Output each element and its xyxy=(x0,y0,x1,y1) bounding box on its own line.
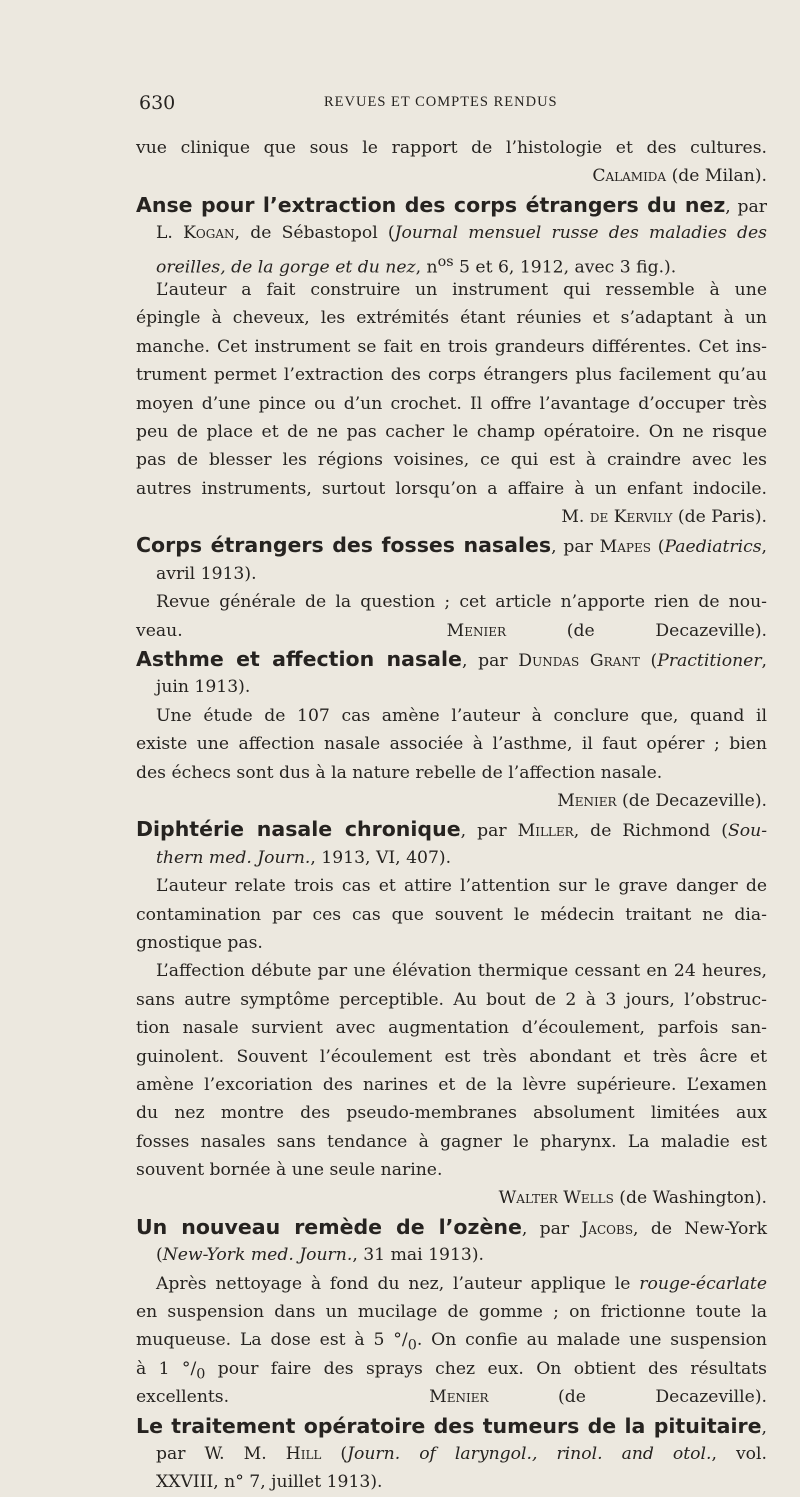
text-line: autres instruments, surtout lorsqu’on a affaire à un enfant indocile. xyxy=(136,478,767,499)
page-header xyxy=(139,92,765,118)
text-line: gnostique pas. xyxy=(136,932,263,953)
text-line: oreilles, de la gorge et du nez, $n^{os}$ 5 et 6, 1912, avec 3 fig.). xyxy=(156,253,677,278)
text-line: Après nettoyage à fond du nez, l’auteur applique le rouge-écarlate xyxy=(156,1273,767,1294)
text-line: contamination par ces cas que souvent le médecin traitant ne dia- xyxy=(136,904,767,925)
text-line: Asthme et affection nasale, par Dundas Grant (Practitioner, xyxy=(136,647,768,672)
text-line: Calamida (de Milan). xyxy=(592,166,767,187)
text-line: moyen d’une pince ou d’un crochet. Il offre l’avantage d’occuper très xyxy=(136,393,767,414)
text-line: des échecs sont dus à la nature rebelle de l’affection nasale. xyxy=(136,762,663,783)
text-line: Revue générale de la question ; cet article n’apporte rien de nou- xyxy=(156,592,767,613)
text-line: épingle à cheveux, les extrémités étant réunies et s’adaptant à un xyxy=(136,308,767,329)
text-line: en suspension dans un mucilage de gomme ; on frictionne toute la xyxy=(136,1302,767,1323)
text-line: muqueuse. La dose est à 5 $^\circ/_0$. On confie au malade une suspension xyxy=(136,1330,767,1354)
text-line: sans autre symptôme perceptible. Au bout de 2 à 3 jours, l’obstruc- xyxy=(136,989,767,1010)
text-line: pas de blesser les régions voisines, ce qui est à craindre avec les xyxy=(136,450,767,471)
text-line: existe une affection nasale associée à l’asthme, il faut opérer ; bien xyxy=(136,734,767,755)
text-line: Anse pour l’extraction des corps étrangers du nez, par xyxy=(136,192,767,217)
text-line: (New-York med. Journ., 31 mai 1913). xyxy=(156,1245,484,1266)
text-line: L’auteur relate trois cas et attire l’attention sur le grave danger de xyxy=(156,876,767,897)
text-line: par W. M. Hill (Journ. of laryngol., rinol. and otol., vol. xyxy=(156,1443,767,1464)
text-line: L. Kogan, de Sébastopol (Journal mensuel russe des maladies des xyxy=(156,223,767,244)
text-line: à 1 $^\circ/_0$ pour faire des sprays chez eux. On obtient des résultats xyxy=(136,1358,767,1383)
text-line: peu de place et de ne pas cacher le champ opératoire. On ne risque xyxy=(136,421,767,442)
text-line: Diphtérie nasale chronique, par Miller, de Richmond (Sou- xyxy=(136,817,767,842)
text-line: Walter Wells (de Washington). xyxy=(498,1188,767,1209)
text-line: XXVIII, n° 7, juillet 1913). xyxy=(156,1472,383,1493)
text-line: guinolent. Souvent l’écoulement est très abondant et très âcre et xyxy=(136,1046,767,1067)
text-line: manche. Cet instrument se fait en trois grandeurs différentes. Cet ins- xyxy=(136,336,767,357)
text-line: souvent bornée à une seule narine. xyxy=(136,1160,443,1181)
text-line: vue clinique que sous le rapport de l’histologie et des cultures. xyxy=(136,138,767,158)
text-line: Menier (de Decazeville). xyxy=(557,790,767,811)
text-line: fosses nasales sans tendance à gagner le pharynx. La maladie est xyxy=(136,1131,767,1152)
text-line: du nez montre des pseudo-membranes absolument limitées aux xyxy=(136,1103,767,1124)
text-line: tion nasale survient avec augmentation d’écoulement, parfois san- xyxy=(136,1018,767,1039)
page-number: 630 xyxy=(139,92,176,114)
text-line: M. de Kervily (de Paris). xyxy=(561,507,767,528)
running-title: REVUES ET COMPTES RENDUS xyxy=(324,94,558,110)
text-line: Le traitement opératoire des tumeurs de la pituitaire, xyxy=(136,1413,767,1438)
text-line: Corps étrangers des fosses nasales, par Mapes (Paediatrics, xyxy=(136,533,768,558)
text-line: thern med. Journ., 1913, VI, 407). xyxy=(156,847,452,868)
article-text xyxy=(136,134,767,1497)
text-line: amène l’excoriation des narines et de la lèvre supérieure. L’examen xyxy=(136,1074,767,1095)
text-line: L’affection débute par une élévation thermique cessant en 24 heures, xyxy=(156,961,767,982)
text-line: juin 1913). xyxy=(156,677,251,698)
text-line: veau. Menier (de Decazeville). xyxy=(136,620,767,641)
text-line: excellents. Menier (de Decazeville). xyxy=(136,1387,767,1408)
text-line: Un nouveau remède de l’ozène, par Jacobs, de New-York xyxy=(136,1214,767,1239)
text-line: Une étude de 107 cas amène l’auteur à conclure que, quand il xyxy=(156,705,767,726)
text-line: trument permet l’extraction des corps étrangers plus facilement qu’au xyxy=(136,365,767,386)
text-line: L’auteur a fait construire un instrument qui ressemble à une xyxy=(156,279,767,300)
text-line: avril 1913). xyxy=(156,563,257,584)
